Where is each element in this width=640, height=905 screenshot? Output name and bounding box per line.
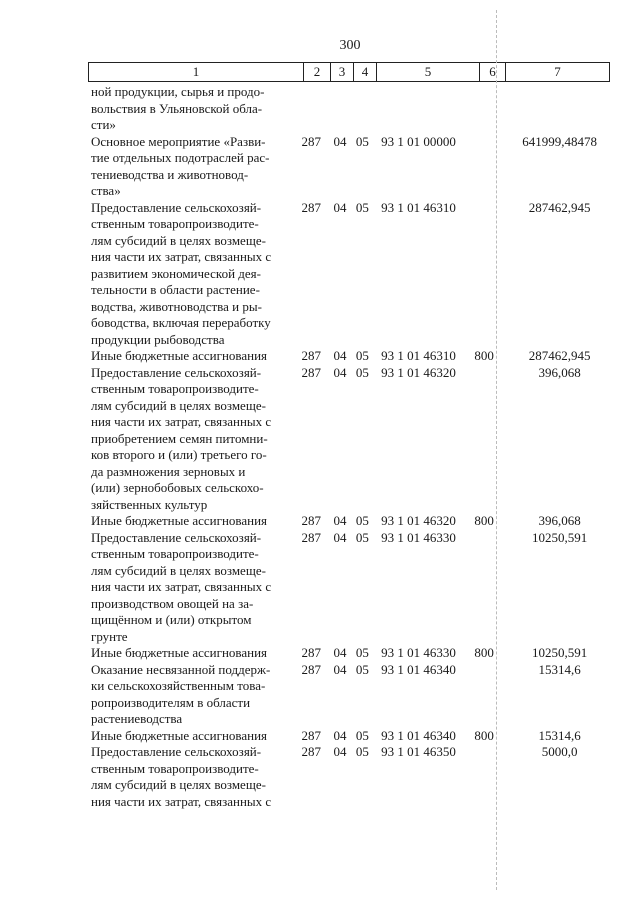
table-row — [88, 530, 610, 646]
table-row — [88, 662, 610, 728]
row-description: Предоставление сельскохозяй- ственным товаропроизводите- лям субсидий в целях возмеще- ния части их затрат, связанных с приобретением семян питомни- ков второго и (или) третьего го- да размножения зерновых и (или) зернобобовых сельскохо- зяйственных культур — [91, 364, 272, 512]
row-amount: 15314,6 — [538, 727, 581, 743]
row-code-admin: 287 — [301, 364, 321, 380]
row-amount: 10250,591 — [531, 645, 588, 660]
header-col-4: 4 — [354, 63, 377, 81]
row-code-subsection: 05 — [355, 364, 369, 380]
row-description: Оказание несвязанной поддерж- ки сельскохозяйственным това- ропроизводителям в области растениеводства — [91, 661, 271, 726]
table-row — [88, 84, 610, 134]
table-row — [88, 728, 610, 745]
row-description: Иные бюджетные ассигнования — [91, 513, 268, 528]
row-code-subsection: 05 — [355, 348, 369, 363]
row-description: Предоставление сельскохозяй- ственным товаропроизводите- лям субсидий в целях возмеще- ния части их затрат, связанных с — [91, 744, 272, 809]
row-amount: 287462,945 — [528, 199, 591, 215]
row-code-section: 04 — [333, 513, 347, 528]
row-description: Иные бюджетные ассигнования — [91, 645, 268, 660]
row-code-target: 93 1 01 00000 — [381, 133, 456, 149]
row-code-expense: 800 — [474, 348, 494, 363]
row-code-target: 93 1 01 46310 — [381, 348, 456, 363]
row-code-target: 93 1 01 46330 — [381, 645, 456, 660]
header-col-1: 1 — [89, 63, 304, 81]
row-code-subsection: 05 — [355, 529, 369, 545]
row-description: Предоставление сельскохозяй- ственным товаропроизводите- лям субсидий в целях возмеще- ния части их затрат, связанных с развитием экономической дея- тельности в области растение- водства, животноводства и ры- боводства, включая переработку продукции рыбоводства — [91, 199, 272, 347]
table-row — [88, 134, 610, 200]
row-amount: 10250,591 — [531, 529, 588, 545]
row-code-expense: 800 — [474, 727, 494, 743]
row-code-section: 04 — [333, 364, 347, 380]
row-amount: 287462,945 — [528, 348, 591, 363]
header-col-2: 2 — [304, 63, 331, 81]
row-code-admin: 287 — [301, 199, 321, 215]
row-code-admin: 287 — [301, 744, 321, 759]
row-code-target: 93 1 01 46340 — [381, 727, 456, 743]
row-description: Предоставление сельскохозяй- ственным товаропроизводите- лям субсидий в целях возмеще- ния части их затрат, связанных с производством овощей на за- щищённом и (или) открытом грунте — [91, 529, 272, 644]
row-code-section: 04 — [333, 199, 347, 215]
row-code-admin: 287 — [301, 661, 321, 677]
page-number: 300 — [339, 38, 361, 53]
row-code-admin: 287 — [301, 645, 321, 660]
row-code-section: 04 — [333, 348, 347, 363]
row-code-target: 93 1 01 46350 — [381, 744, 456, 759]
header-col-3: 3 — [331, 63, 354, 81]
row-description: Иные бюджетные ассигнования — [91, 727, 268, 743]
row-code-subsection: 05 — [355, 199, 369, 215]
header-col-5: 5 — [377, 63, 480, 81]
row-code-expense: 800 — [474, 513, 494, 528]
table-row — [88, 348, 610, 365]
row-code-admin: 287 — [301, 529, 321, 545]
row-code-section: 04 — [333, 645, 347, 660]
row-code-subsection: 05 — [355, 744, 369, 759]
header-col-6: 6 — [480, 63, 506, 81]
row-code-target: 93 1 01 46320 — [381, 513, 456, 528]
row-code-subsection: 05 — [355, 661, 369, 677]
row-code-target: 93 1 01 46310 — [381, 199, 456, 215]
row-code-admin: 287 — [301, 348, 321, 363]
table-row — [88, 645, 610, 662]
row-code-section: 04 — [333, 727, 347, 743]
row-amount: 15314,6 — [538, 661, 581, 677]
table-row — [88, 365, 610, 514]
row-amount: 5000,0 — [541, 744, 578, 759]
row-amount: 396,068 — [538, 513, 581, 528]
table-row — [88, 744, 610, 810]
row-description: Иные бюджетные ассигнования — [91, 348, 268, 363]
table-header — [88, 62, 610, 82]
table-row — [88, 200, 610, 349]
row-code-section: 04 — [333, 529, 347, 545]
row-code-subsection: 05 — [355, 513, 369, 528]
row-code-expense: 800 — [474, 645, 494, 660]
row-code-admin: 287 — [301, 513, 321, 528]
table-body — [88, 84, 610, 810]
row-code-target: 93 1 01 46340 — [381, 661, 456, 677]
header-col-7: 7 — [554, 64, 561, 79]
row-description: Основное мероприятие «Разви- тие отдельных подотраслей рас- тениеводства и животновод- ства» — [91, 133, 270, 198]
row-code-admin: 287 — [301, 133, 321, 149]
row-code-target: 93 1 01 46330 — [381, 529, 456, 545]
row-code-target: 93 1 01 46320 — [381, 364, 456, 380]
row-code-section: 04 — [333, 133, 347, 149]
row-code-section: 04 — [333, 744, 347, 759]
row-amount: 641999,48478 — [522, 133, 597, 149]
row-code-section: 04 — [333, 661, 347, 677]
row-code-subsection: 05 — [355, 645, 369, 660]
row-code-subsection: 05 — [355, 133, 369, 149]
row-description: ной продукции, сырья и продо- вольствия в Ульяновской обла- сти» — [91, 84, 265, 132]
row-code-admin: 287 — [301, 727, 321, 743]
row-amount: 396,068 — [538, 364, 581, 380]
row-code-subsection: 05 — [355, 727, 369, 743]
table-row — [88, 513, 610, 530]
